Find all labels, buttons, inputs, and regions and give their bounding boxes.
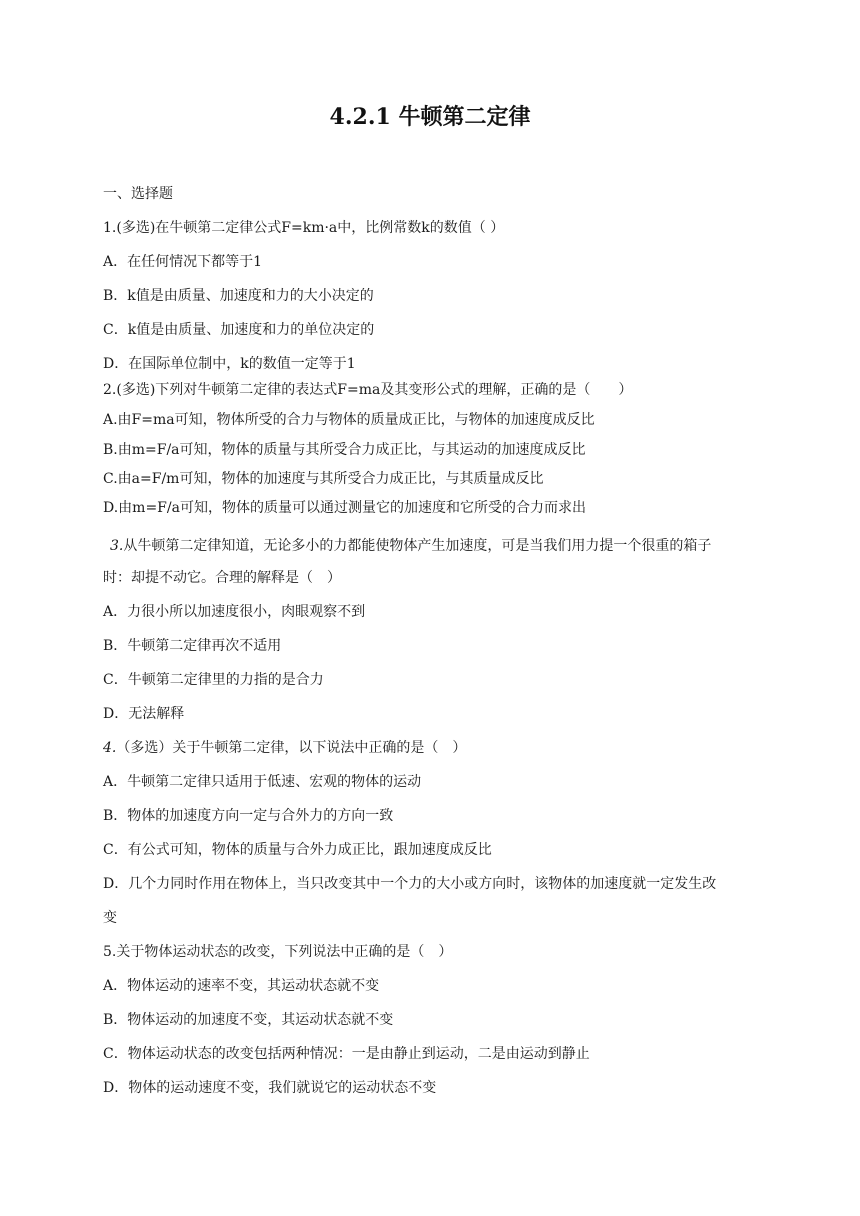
question-text: 从牛顿第二定律知道，无论多小的力都能使物体产生加速度，可是当我们用力提一个很重的箱子: [123, 538, 712, 554]
question-5-option-d: D．物体的运动速度不变，我们就说它的运动状态不变: [103, 1080, 437, 1096]
document-title: 4.2.1 牛顿第二定律: [329, 104, 531, 130]
question-3-stem: [110, 536, 711, 556]
question-2-option-a: A.由F=ma可知，物体所受的合力与物体的质量成正比，与物体的加速度成反比: [103, 412, 595, 428]
question-number: 2.: [103, 382, 117, 398]
question-3-option-b: B．牛顿第二定律再次不适用: [103, 638, 282, 654]
question-1-option-b: B．k值是由质量、加速度和力的大小决定的: [103, 288, 374, 304]
question-number: 4.: [103, 740, 117, 756]
question-5-option-a: A．物体运动的速率不变，其运动状态就不变: [103, 978, 380, 994]
question-5-stem: [103, 942, 452, 962]
question-4-option-a: A．牛顿第二定律只适用于低速、宏观的物体的运动: [103, 774, 422, 790]
question-2-stem: [103, 380, 632, 400]
question-1-option-c: C．k值是由质量、加速度和力的单位决定的: [103, 322, 375, 338]
question-5-option-c: C．物体运动状态的改变包括两种情况：一是由静止到运动，二是由运动到静止: [103, 1046, 590, 1062]
question-2-option-d: D.由m=F/a可知，物体的质量可以通过测量它的加速度和它所受的合力而求出: [103, 500, 586, 516]
question-text: 关于物体运动状态的改变，下列说法中正确的是（ ）: [116, 944, 453, 960]
question-3-option-a: A．力很小所以加速度很小，肉眼观察不到: [103, 604, 366, 620]
question-3-option-c: C．牛顿第二定律里的力指的是合力: [103, 672, 324, 688]
question-number: 1.: [103, 220, 117, 236]
question-4-stem: [103, 738, 466, 758]
question-4-option-d: D．几个力同时作用在物体上，当只改变其中一个力的大小或方向时，该物体的加速度就一定发生改: [103, 876, 717, 892]
question-number: 3.: [110, 538, 124, 554]
question-4-option-d-continued: 变: [103, 910, 117, 926]
question-4-option-b: B．物体的加速度方向一定与合外力的方向一致: [103, 808, 394, 824]
question-3-option-d: D．无法解释: [103, 706, 185, 722]
question-1-option-d: D．在国际单位制中，k的数值一定等于1: [103, 356, 356, 372]
question-2-option-c: C.由a=F/m可知，物体的加速度与其所受合力成正比，与其质量成反比: [103, 471, 544, 487]
section-heading: 一、选择题: [103, 186, 173, 202]
question-1-option-a: A．在任何情况下都等于1: [103, 254, 263, 270]
question-text: (多选)在牛顿第二定律公式F=km·a中，比例常数k的数值（ ）: [116, 220, 505, 236]
question-2-option-b: B.由m=F/a可知，物体的质量与其所受合力成正比，与其运动的加速度成反比: [103, 442, 586, 458]
question-number: 5.: [103, 944, 117, 960]
question-text: （多选）关于牛顿第二定律，以下说法中正确的是（ ）: [116, 740, 467, 756]
question-1-stem: [103, 218, 504, 238]
question-4-option-c: C．有公式可知，物体的质量与合外力成正比，跟加速度成反比: [103, 842, 492, 858]
question-3-stem-continued: 时：却提不动它。合理的解释是（ ）: [103, 570, 341, 586]
question-text: (多选)下列对牛顿第二定律的表达式F=ma及其变形公式的理解，正确的是（ ）: [116, 382, 633, 398]
question-5-option-b: B．物体运动的加速度不变，其运动状态就不变: [103, 1012, 394, 1028]
